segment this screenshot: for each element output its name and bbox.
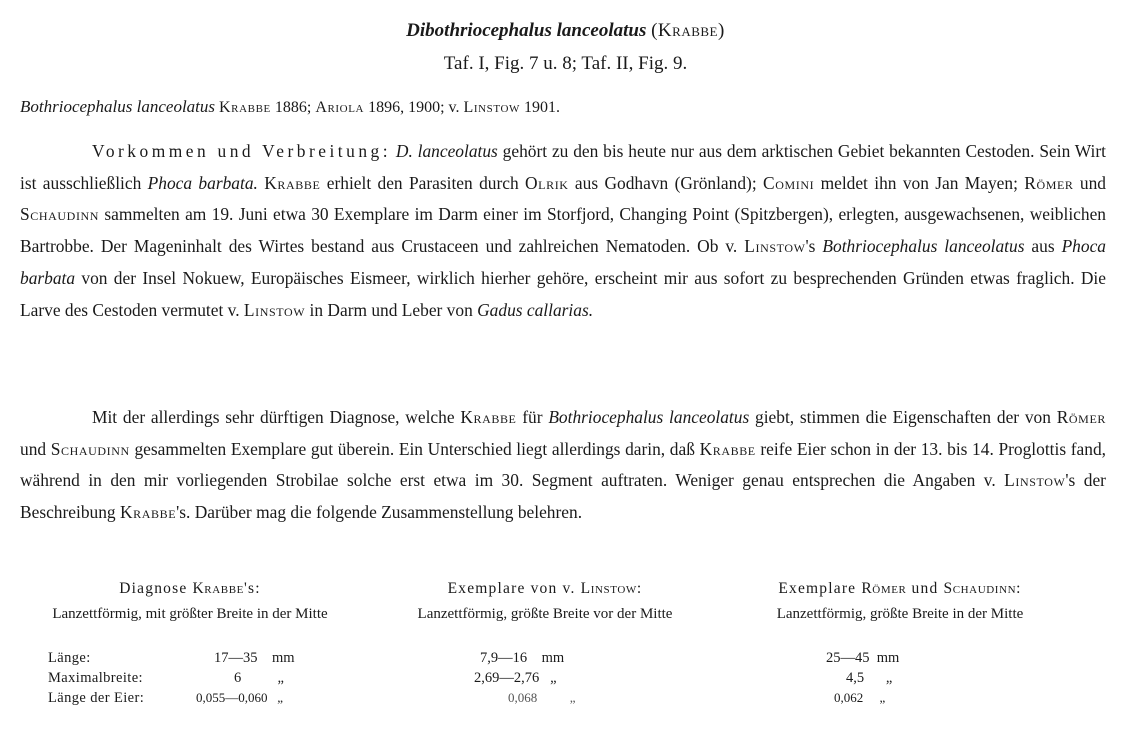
synonym-years-2: 1896, 1900; v.: [364, 99, 464, 116]
paragraph-distribution: [20, 136, 1106, 326]
author-name: Römer: [1056, 407, 1106, 427]
paragraph-diagnosis: [20, 402, 1106, 529]
heading-author: Linstow: [580, 580, 637, 597]
comparison-column-krabbe: [10, 578, 370, 625]
author-name: Schaudinn: [50, 438, 130, 459]
value-roemer: 25—45 mm: [826, 650, 900, 666]
heading-author: Schaudinn: [943, 580, 1017, 597]
column-heading: [720, 578, 1080, 600]
italic-run: Phoca barbata: [20, 236, 1106, 288]
heading-text: und: [906, 580, 944, 597]
species-author: (Krabbe): [651, 20, 725, 41]
text-run: giebt, stimmen die Eigenschaften der von: [749, 407, 1057, 427]
value-roemer: 0,062 „: [834, 690, 886, 705]
author-name: Linstow: [1004, 470, 1066, 491]
italic-run: Bothriocephalus lanceolatus: [822, 236, 1025, 257]
text-run: gesammelten Exemplare gut überein. Ein Unterschied liegt allerdings darin, daß: [129, 438, 700, 459]
column-description: Lanzettförmig, größte Breite in der Mitte: [776, 606, 1024, 622]
text-run: für: [516, 407, 549, 427]
author-name: Linstow: [243, 299, 306, 320]
synonym-author-1: Krabbe: [219, 99, 271, 116]
text-run: 's. Darüber mag die folgende Zusammenstellung belehren.: [176, 502, 583, 523]
heading-author: Krabbe: [192, 580, 244, 597]
row-label: Länge der Eier:: [48, 690, 145, 706]
italic-run: D. lanceolatus: [395, 141, 498, 161]
value-linstow: 2,69—2,76 „: [474, 670, 557, 686]
text-run: Mit der allerdings sehr dürftigen Diagnose, welche: [92, 407, 461, 427]
column-heading: [10, 578, 370, 600]
author-name: Schaudinn: [20, 204, 100, 225]
synonym-author-2: Ariola: [315, 99, 365, 116]
author-name: Römer: [1024, 172, 1074, 193]
text-run: und: [1073, 172, 1106, 193]
heading-text: Exemplare von v.: [447, 580, 581, 597]
author-name: Krabbe: [264, 172, 321, 193]
author-name: Krabbe: [699, 438, 756, 459]
heading-text: :: [1016, 580, 1022, 597]
column-description: Lanzettförmig, mit größter Breite in der Mitte: [52, 606, 328, 622]
author-name: Linstow: [744, 236, 806, 257]
table-row: [0, 690, 1131, 710]
text-run: erhielt den Parasiten durch: [320, 172, 526, 193]
text-run: aus Godhavn (Grönland);: [568, 172, 764, 193]
value-krabbe: 0,055—0,060 „: [196, 690, 284, 705]
heading-text: Diagnose: [119, 580, 193, 597]
author-name: Olrik: [525, 172, 569, 193]
row-label: Maximalbreite:: [48, 670, 143, 686]
figure-reference: Taf. I, Fig. 7 u. 8; Taf. II, Fig. 9.: [443, 53, 688, 74]
synonym-years-1: 1886;: [270, 99, 316, 116]
author-name: Comini: [763, 172, 815, 193]
italic-run: Phoca barbata.: [147, 172, 258, 193]
species-name: Dibothriocephalus lanceolatus: [406, 20, 647, 41]
synonym-author-3: Linstow: [463, 99, 521, 116]
synonym-name: Bothriocephalus lanceolatus: [20, 97, 216, 116]
text-run: meldet ihn von Jan Mayen;: [814, 172, 1025, 193]
text-run: 's: [805, 236, 823, 257]
comparison-column-linstow: [365, 578, 725, 625]
section-lead: Vorkommen und Verbreitung:: [92, 141, 392, 161]
heading-text: :: [636, 580, 643, 597]
heading-author: Römer: [861, 580, 907, 597]
text-run: von der Insel Nokuew, Europäisches Eismeer, wirklich hierher gehöre, erscheint mir aus sofort zu besprechenden Gründen etwas fraglich. Die Larve des Cestoden vermutet v.: [20, 267, 1106, 320]
heading-text: 's:: [243, 580, 261, 597]
value-krabbe: 17—35 mm: [214, 650, 295, 666]
column-description: Lanzettförmig, größte Breite vor der Mitte: [417, 606, 673, 622]
comparison-column-roemer-schaudinn: [720, 578, 1080, 625]
heading-text: Exemplare: [778, 580, 862, 597]
text-run: 's der Beschreibung: [20, 470, 1106, 523]
author-name: Krabbe: [119, 502, 177, 523]
column-heading: [365, 578, 725, 600]
species-title: [0, 20, 1131, 42]
value-roemer: 4,5 „: [846, 670, 893, 686]
italic-run: Gadus callarias.: [477, 299, 594, 320]
table-row: [0, 650, 1131, 670]
synonym-years-3: 1901.: [520, 99, 561, 116]
text-run: und: [20, 438, 51, 459]
text-run: reife Eier schon in der 13. bis 14. Proglottis fand, während in den mir vorliegenden Strobilae solche erst etwa im 30. Segment auftraten. Weniger genau entsprechen die Angaben v.: [20, 438, 1106, 491]
table-row: [0, 670, 1131, 690]
author-name: Krabbe: [460, 407, 517, 427]
row-label: Länge:: [48, 650, 91, 666]
italic-run: Bothriocephalus lanceolatus: [548, 407, 750, 427]
value-linstow: 0,068 „: [508, 690, 576, 705]
text-run: gehört zu den bis heute nur aus dem arktischen Gebiet bekannten Cestoden. Sein Wirt ist ausschließlich: [20, 141, 1106, 193]
value-krabbe: 6 „: [234, 670, 284, 686]
text-run: in Darm und Leber von: [305, 299, 478, 320]
text-run: sammelten am 19. Juni etwa 30 Exemplare im Darm einer im Storfjord, Changing Point (Spitzbergen), erlegten, ausgewachsenen, weiblichen Bartrobbe. Der Mageninhalt des Wirtes bestand aus Crustaceen und zahlreichen Nematoden. Ob v.: [20, 204, 1106, 257]
value-linstow: 7,9—16 mm: [480, 650, 565, 666]
synonymy-line: [20, 97, 560, 117]
text-run: aus: [1024, 236, 1062, 257]
